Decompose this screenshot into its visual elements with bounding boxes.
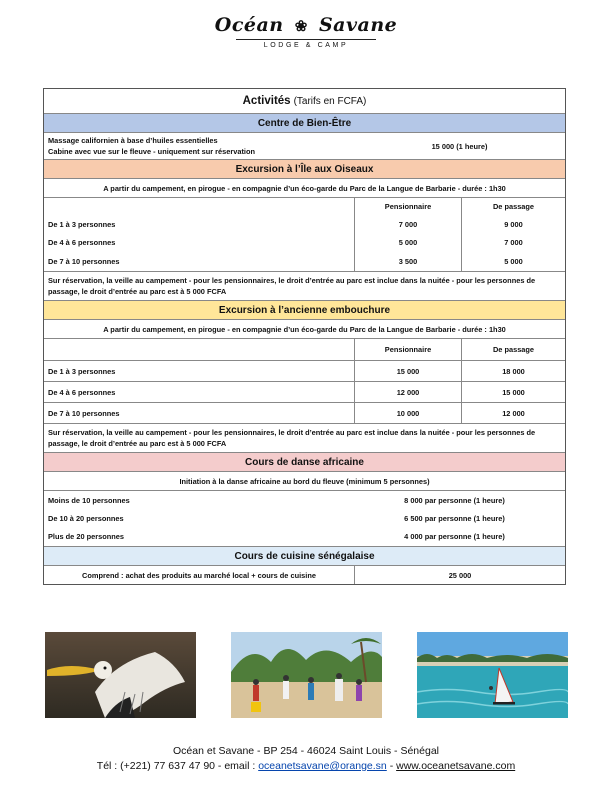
section-heading-mouth: Excursion à l’ancienne embouchure xyxy=(44,300,565,319)
table-cell: 12 000 xyxy=(461,403,565,423)
wellness-desc-line2: Cabine avec vue sur le fleuve - uniquement sur réservation xyxy=(48,147,256,156)
cooking-price: 25 000 xyxy=(354,566,565,584)
wellness-price: 15 000 (1 heure) xyxy=(431,141,488,151)
logo xyxy=(0,14,612,49)
table-row-label: De 4 à 6 personnes xyxy=(48,238,116,248)
mouth-intro: A partir du campement, en pirogue - en compagnie d’un éco-garde du Parc de la Langue de Barbarie - durée : 1h30 xyxy=(44,319,565,338)
birds-rows xyxy=(44,215,565,271)
table-cell: 15 000 xyxy=(354,361,461,381)
cooking-row xyxy=(44,565,565,584)
table-cell: 5 000 xyxy=(398,238,418,248)
windsurf-photo xyxy=(417,632,568,718)
table-row xyxy=(44,360,565,381)
table-cell: 7 000 xyxy=(504,238,523,248)
mouth-col-b: De passage xyxy=(461,339,565,360)
birds-header-row xyxy=(44,197,565,215)
pelican-photo xyxy=(45,632,196,718)
cooking-desc: Comprend : achat des produits au marché local + cours de cuisine xyxy=(82,570,316,580)
table-cell: 9 000 xyxy=(504,219,523,229)
section-heading-birds: Excursion à l’Île aux Oiseaux xyxy=(44,159,565,178)
mouth-col-a: Pensionnaire xyxy=(354,339,461,360)
section-heading-wellness: Centre de Bien-Être xyxy=(44,113,565,132)
birds-col-a: Pensionnaire xyxy=(354,198,461,215)
table-row-label: Plus de 20 personnes xyxy=(48,532,124,542)
table-row-label: De 4 à 6 personnes xyxy=(48,387,116,397)
logo-tagline: LODGE & CAMP xyxy=(263,42,349,49)
table-title-text: Activités xyxy=(242,95,291,107)
table-row-label: De 1 à 3 personnes xyxy=(48,219,116,229)
table-cell: 12 000 xyxy=(354,382,461,402)
logo-divider xyxy=(236,39,376,40)
activities-table xyxy=(43,88,566,585)
footer-tel: Tél : (+221) 77 637 47 90 - email : xyxy=(96,760,259,772)
wellness-row xyxy=(44,132,565,159)
dance-photo xyxy=(231,632,382,718)
table-cell: 10 000 xyxy=(354,403,461,423)
wellness-desc-line1: Massage californien à base d’huiles essentielles xyxy=(48,136,218,145)
section-heading-dance: Cours de danse africaine xyxy=(44,452,565,471)
dance-intro: Initiation à la danse africaine au bord du fleuve (minimum 5 personnes) xyxy=(44,471,565,490)
mouth-header-row xyxy=(44,338,565,360)
table-cell: 6 500 par personne (1 heure) xyxy=(404,513,505,523)
table-row xyxy=(44,381,565,402)
table-cell: 8 000 par personne (1 heure) xyxy=(404,495,505,505)
section-heading-cooking: Cours de cuisine sénégalaise xyxy=(44,546,565,565)
table-row-label: Moins de 10 personnes xyxy=(48,495,130,505)
table-row-label: De 10 à 20 personnes xyxy=(48,513,124,523)
dance-rows xyxy=(44,490,565,546)
email-link[interactable]: oceanetsavane@orange.sn xyxy=(258,760,387,772)
footer-address: Océan et Savane - BP 254 - 46024 Saint Louis - Sénégal xyxy=(173,745,439,757)
birds-note: Sur réservation, la veille au campement - pour les pensionnaires, le droit d’entrée au parc est inclue dans la nuitée - pour les personnes de passage, le droit d’entrée au parc est à 5 000 FCFA xyxy=(44,271,565,300)
table-title xyxy=(44,89,565,113)
table-row-label: De 7 à 10 personnes xyxy=(48,408,120,418)
footer-sep: - xyxy=(386,760,397,772)
table-row xyxy=(44,402,565,423)
table-cell: 7 000 xyxy=(398,219,418,229)
logo-name-right: Savane xyxy=(318,14,398,36)
website-link[interactable]: www.oceanetsavane.com xyxy=(396,760,516,772)
logo-name-left: Océan xyxy=(214,14,284,36)
table-cell: 4 000 par personne (1 heure) xyxy=(404,532,505,542)
footer-contact xyxy=(0,759,612,774)
birds-intro: A partir du campement, en pirogue - en compagnie d’un éco-garde du Parc de la Langue de Barbarie - durée : 1h30 xyxy=(44,178,565,197)
table-cell: 3 500 xyxy=(398,257,418,267)
turtle-icon: ❀ xyxy=(294,17,308,35)
footer xyxy=(0,744,612,774)
table-cell: 15 000 xyxy=(461,382,565,402)
table-title-suffix: (Tarifs en FCFA) xyxy=(293,95,367,107)
mouth-note: Sur réservation, la veille au campement - pour les pensionnaires, le droit d’entrée au parc est inclue dans la nuitée - pour les personnes de passage, le droit d’entrée au parc est à 5 000 FCFA xyxy=(44,423,565,452)
birds-col-b: De passage xyxy=(461,198,565,215)
table-cell: 5 000 xyxy=(504,257,523,267)
table-cell: 18 000 xyxy=(461,361,565,381)
table-row-label: De 1 à 3 personnes xyxy=(48,366,116,376)
table-row-label: De 7 à 10 personnes xyxy=(48,257,120,267)
